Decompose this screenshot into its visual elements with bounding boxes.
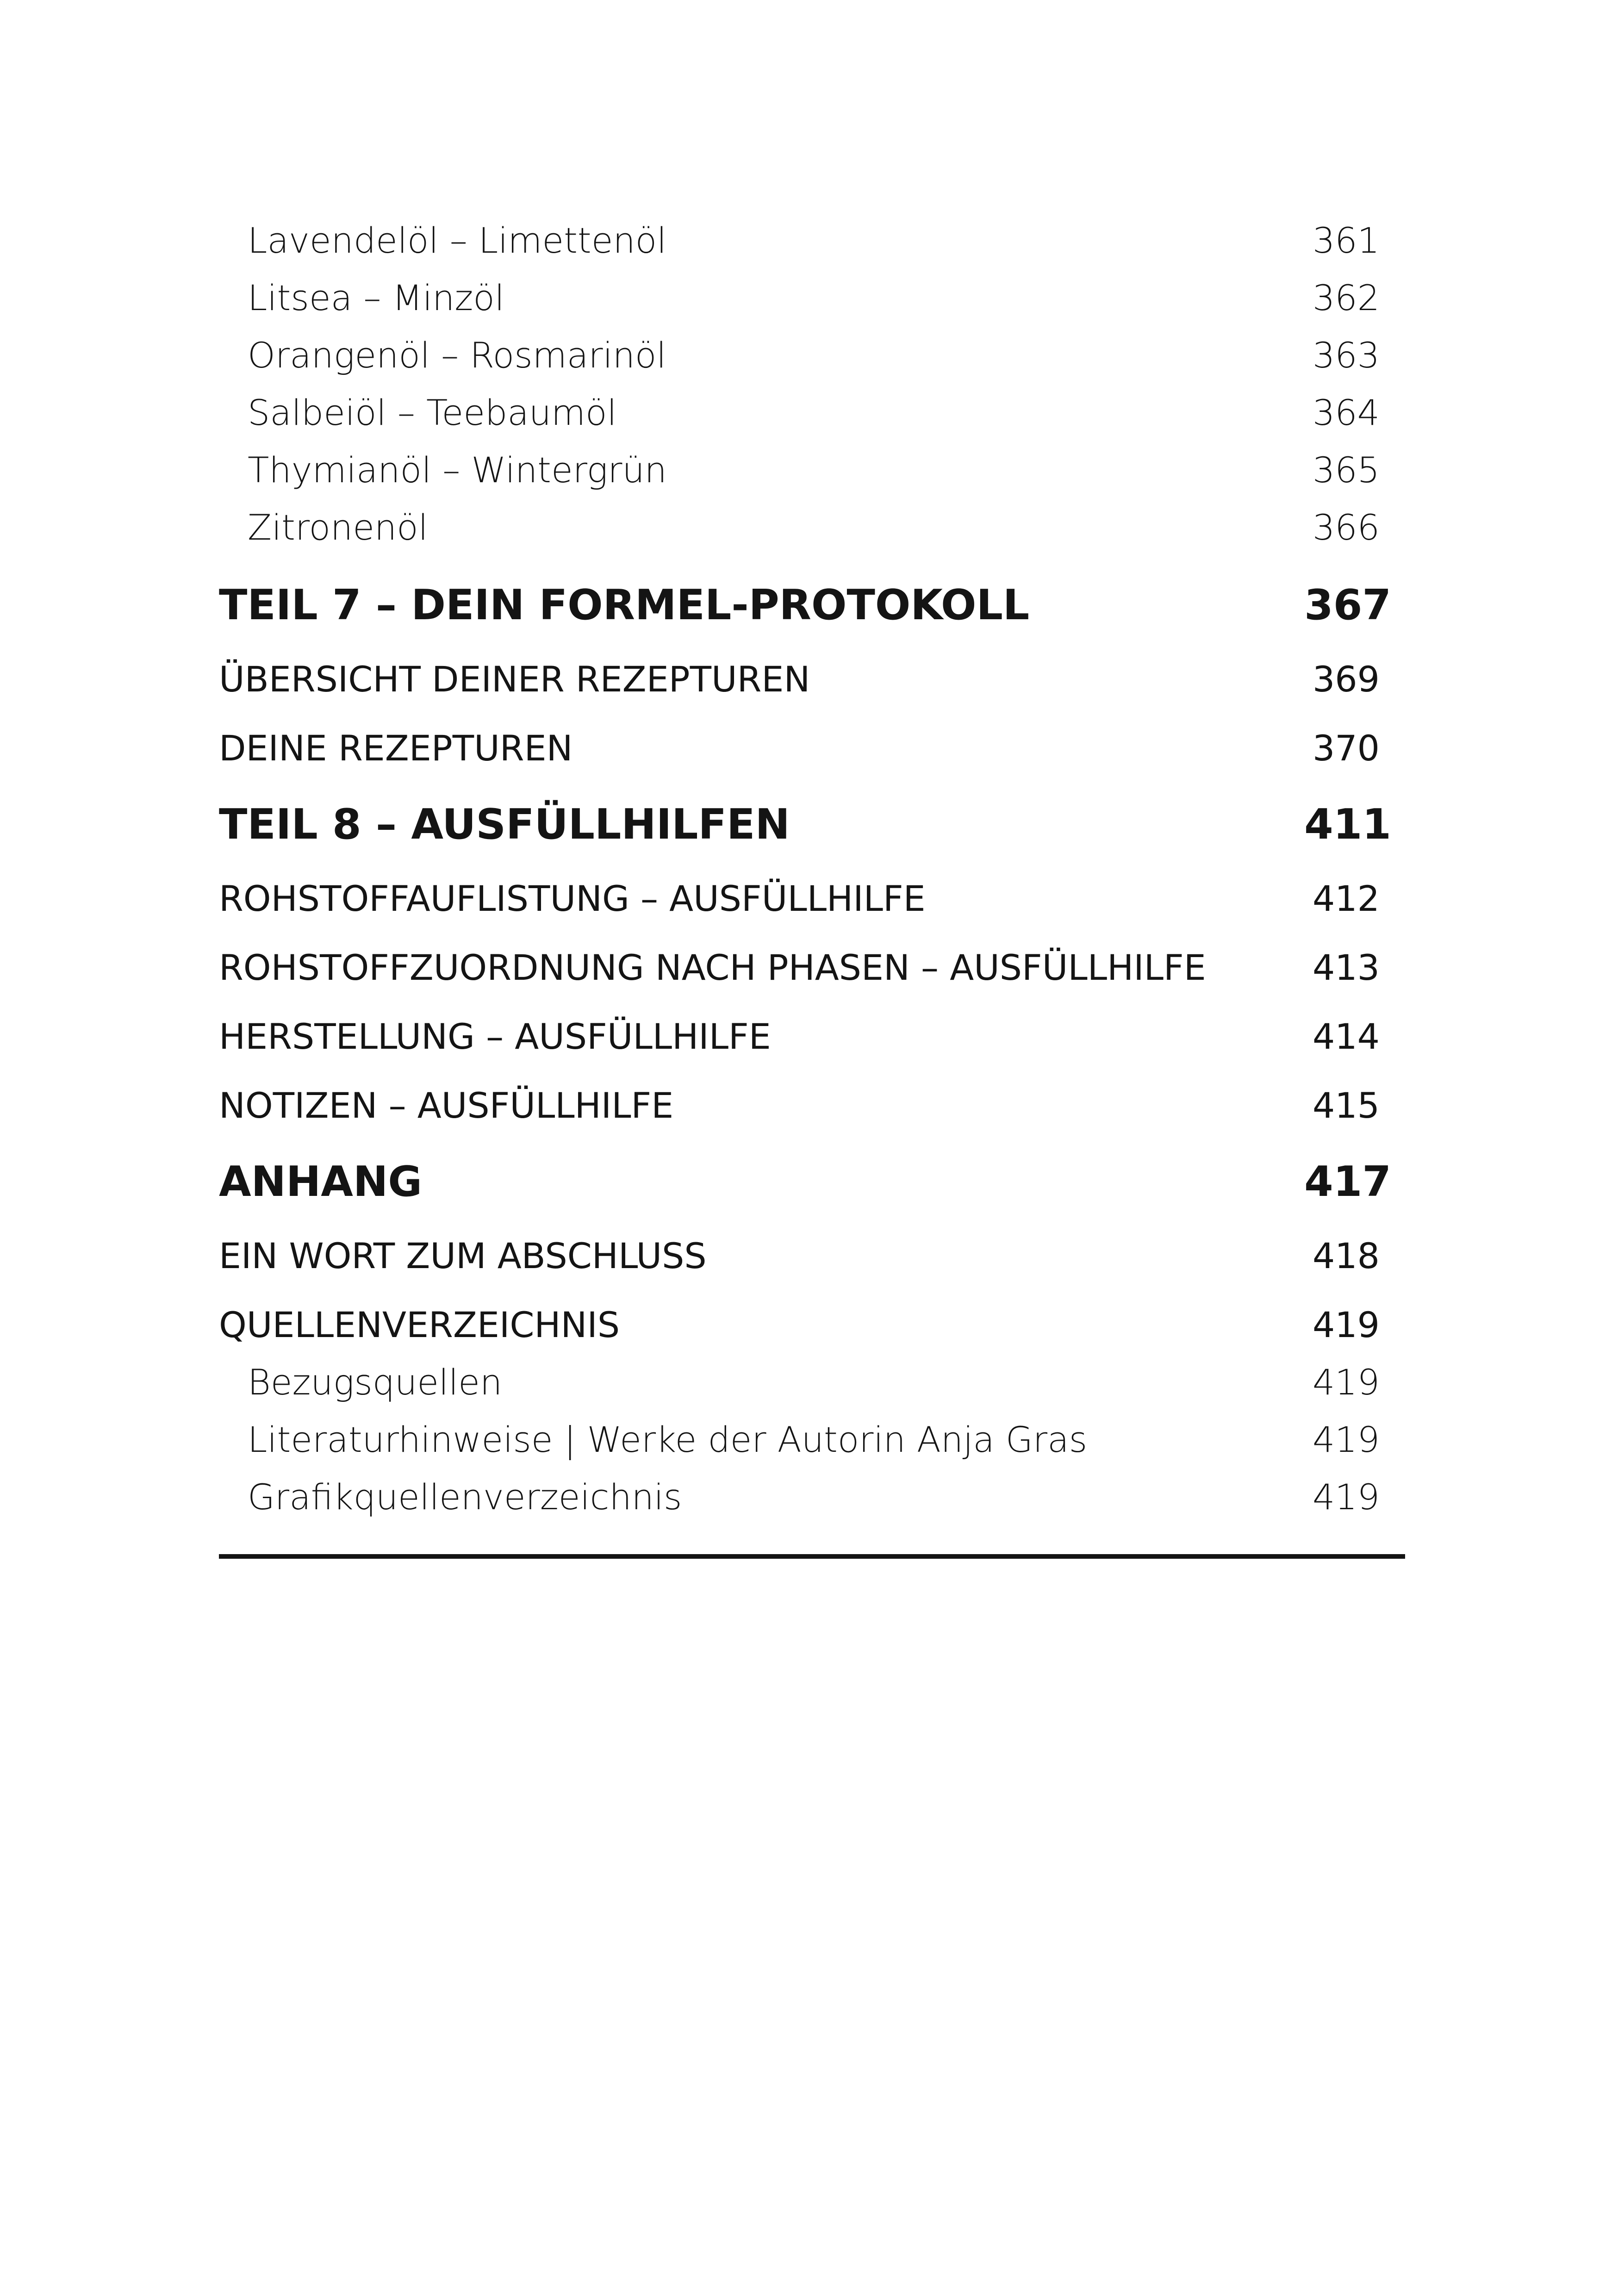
toc-entry[interactable] xyxy=(219,277,1405,335)
toc-section[interactable] xyxy=(219,947,1405,1016)
toc-entry-page: 364 xyxy=(1312,392,1380,433)
toc-entry-title: Literaturhinweise | Werke der Autorin Anja Gras xyxy=(248,1419,1088,1460)
toc-section-page: 413 xyxy=(1312,947,1380,988)
toc-part-heading[interactable] xyxy=(219,1157,1405,1235)
toc-entry-page: 419 xyxy=(1312,1362,1380,1403)
toc-part-heading[interactable] xyxy=(219,800,1405,878)
toc-section-page: 370 xyxy=(1312,728,1380,769)
closing-rule xyxy=(219,1554,1405,1559)
toc-entry-page: 362 xyxy=(1312,277,1380,318)
toc-part-title: TEIL 7 – DEIN FORMEL-PROTOKOLL xyxy=(219,581,1030,629)
toc-entry-page: 361 xyxy=(1312,220,1380,261)
toc-section-page: 419 xyxy=(1312,1304,1380,1345)
toc-section[interactable] xyxy=(219,878,1405,947)
toc-section-page: 415 xyxy=(1312,1085,1380,1126)
toc-entry-title: Grafikquellenverzeichnis xyxy=(248,1476,682,1518)
toc-part-page: 411 xyxy=(1304,800,1391,849)
toc-part-title: TEIL 8 – AUSFÜLLHILFEN xyxy=(219,800,790,849)
toc-entry[interactable] xyxy=(219,392,1405,449)
toc-entry-page: 419 xyxy=(1312,1476,1380,1518)
toc-entry[interactable] xyxy=(219,1476,1405,1534)
toc-section-title: ÜBERSICHT DEINER REZEPTUREN xyxy=(219,659,810,700)
toc-entry[interactable] xyxy=(219,507,1405,584)
toc-section[interactable] xyxy=(219,659,1405,728)
toc-section-title: ROHSTOFFAUFLISTUNG – AUSFÜLLHILFE xyxy=(219,878,926,919)
toc-entry[interactable] xyxy=(219,220,1405,277)
toc-entry-title: Lavendelöl – Limettenöl xyxy=(248,220,667,261)
toc-section-title: HERSTELLUNG – AUSFÜLLHILFE xyxy=(219,1016,771,1057)
toc-part-page: 417 xyxy=(1304,1157,1391,1206)
toc-section[interactable] xyxy=(219,1235,1405,1304)
toc-section[interactable] xyxy=(219,1085,1405,1160)
toc-entry[interactable] xyxy=(219,335,1405,392)
toc-section-title: DEINE REZEPTUREN xyxy=(219,728,573,769)
toc-section[interactable] xyxy=(219,728,1405,803)
toc-entry-page: 365 xyxy=(1312,449,1380,491)
toc-section-title: QUELLENVERZEICHNIS xyxy=(219,1304,620,1345)
toc-entry-title: Thymianöl – Wintergrün xyxy=(248,449,667,491)
toc-entry-title: Bezugsquellen xyxy=(248,1362,503,1403)
toc-section-page: 418 xyxy=(1312,1235,1380,1276)
toc-entry-page: 419 xyxy=(1312,1419,1380,1460)
toc-entry-title: Litsea – Minzöl xyxy=(248,277,504,318)
toc-section[interactable] xyxy=(219,1304,1405,1362)
toc-entry[interactable] xyxy=(219,1419,1405,1476)
toc-part-page: 367 xyxy=(1304,581,1391,629)
toc-part-title: ANHANG xyxy=(219,1157,423,1206)
toc-section-page: 412 xyxy=(1312,878,1380,919)
toc-section-title: ROHSTOFFZUORDNUNG NACH PHASEN – AUSFÜLLHILFE xyxy=(219,947,1206,988)
toc-entry[interactable] xyxy=(219,449,1405,507)
toc-section-page: 369 xyxy=(1312,659,1380,700)
table-of-contents xyxy=(219,220,1405,1534)
toc-entry-page: 363 xyxy=(1312,335,1380,376)
toc-entry-page: 366 xyxy=(1312,507,1380,548)
toc-part-heading[interactable] xyxy=(219,581,1405,659)
toc-entry-title: Zitronenöl xyxy=(248,507,428,548)
toc-section-title: EIN WORT ZUM ABSCHLUSS xyxy=(219,1235,707,1276)
toc-entry-title: Orangenöl – Rosmarinöl xyxy=(248,335,666,376)
toc-section-page: 414 xyxy=(1312,1016,1380,1057)
toc-entry[interactable] xyxy=(219,1362,1405,1419)
toc-section[interactable] xyxy=(219,1016,1405,1085)
toc-entry-title: Salbeiöl – Teebaumöl xyxy=(248,392,617,433)
toc-section-title: NOTIZEN – AUSFÜLLHILFE xyxy=(219,1085,674,1126)
